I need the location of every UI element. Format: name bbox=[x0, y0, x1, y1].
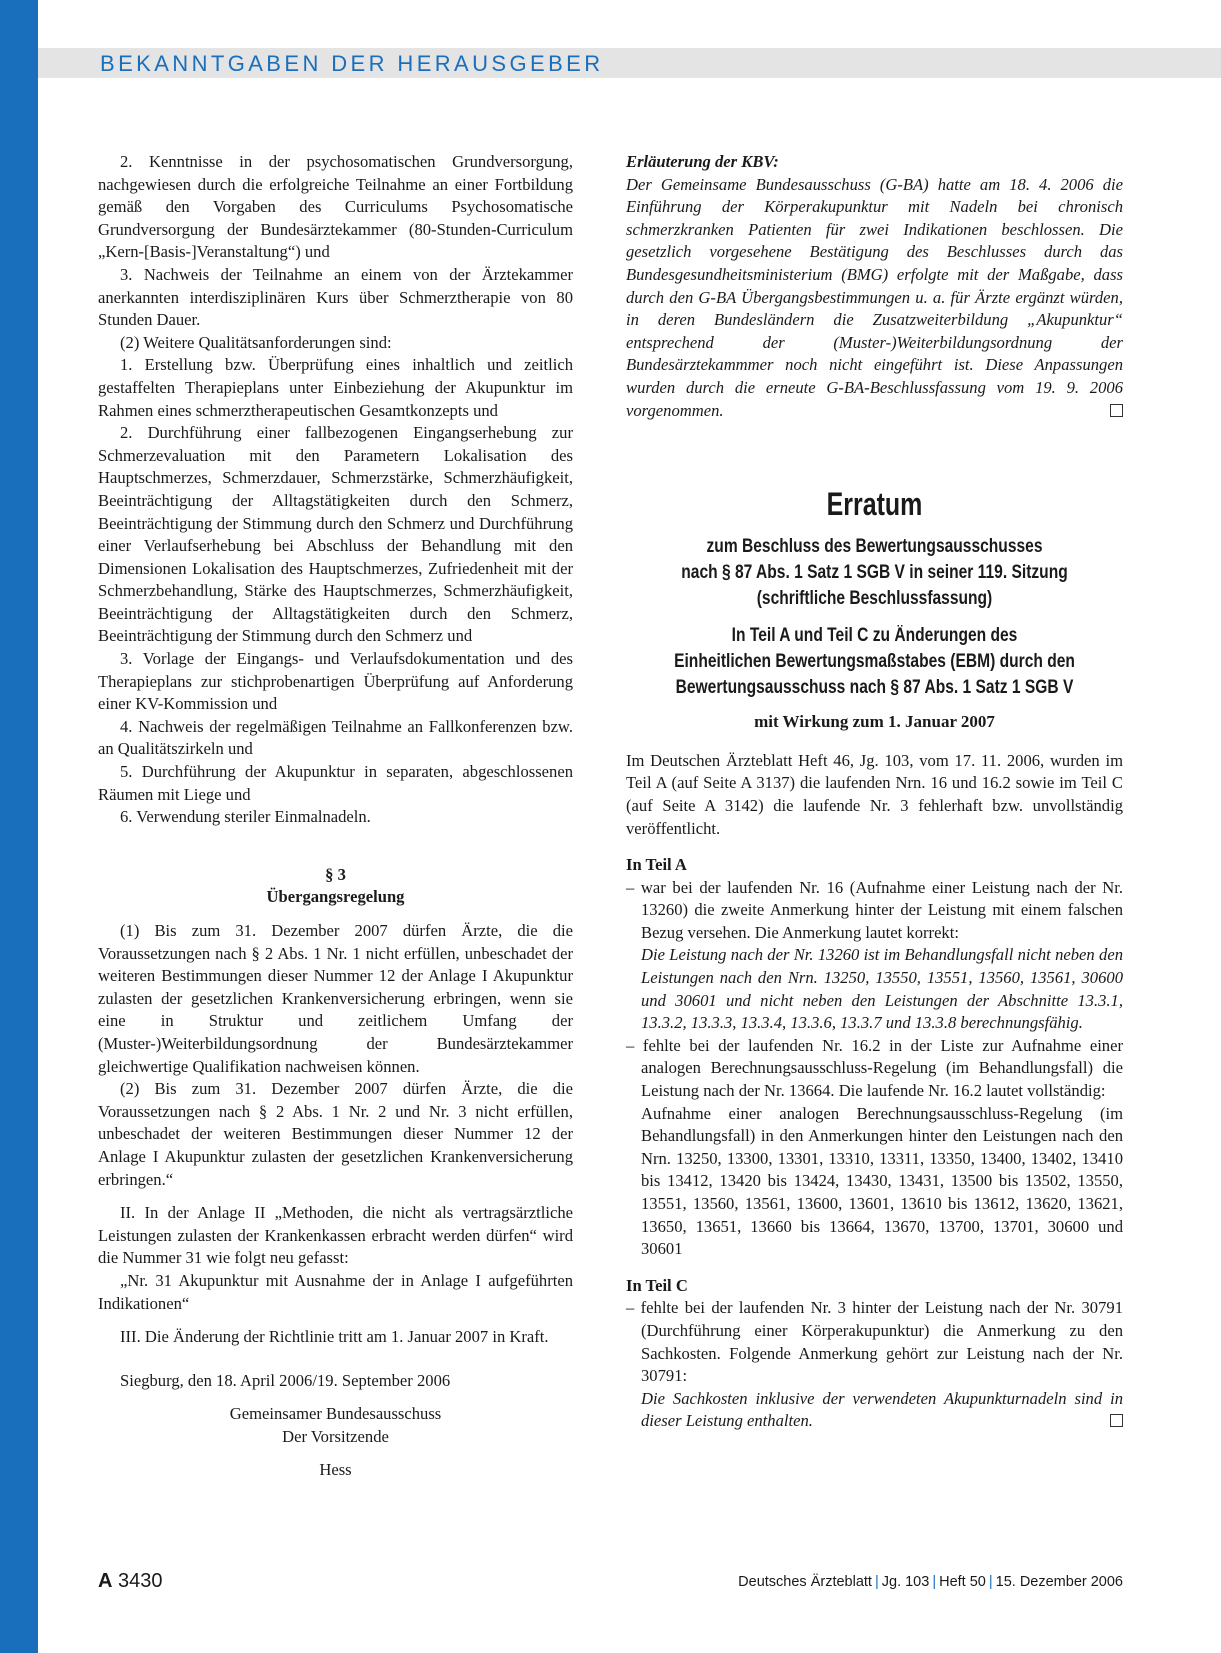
paragraph: 1. Erstellung bzw. Überprüfung eines inhaltlich und zeitlich gestaffelten Therapieplans unter Einbeziehung der Akupunktur im Rahmen eines schmerztherapeutischen Gesamtkonzepts und bbox=[98, 355, 573, 420]
end-mark-icon bbox=[1110, 404, 1123, 417]
section-number: § 3 bbox=[325, 864, 346, 884]
page-number: A 3430 bbox=[98, 1570, 163, 1592]
section-header-title: BEKANNTGABEN DER HERAUSGEBER bbox=[100, 51, 604, 76]
place-date: Siegburg, den 18. April 2006/19. September 2006 bbox=[120, 1370, 451, 1390]
paragraph: 2. Kenntnisse in der psychosomatischen Grundversorgung, nachgewiesen durch die erfolgreiche Teilnahme an einer Fortbildung gemäß den Vorgaben des Curriculums Psychosomatische Grundversorgung der Bundesärztekammer (80-Stunden-Curriculum „Kern-[Basis-]Veranstaltung“) und bbox=[98, 152, 573, 262]
sidebar-color-bar bbox=[0, 0, 38, 1653]
erratum-subtitle: nach § 87 Abs. 1 Satz 1 SGB V in seiner 119. Sitzung bbox=[681, 562, 1068, 584]
paragraph: (1) Bis zum 31. Dezember 2007 dürfen Ärzte, die die Voraussetzungen nach § 2 Abs. 1 Nr. 1 nicht erfüllen, unbeschadet der weiteren Bestimmungen dieser Nummer 12 der Anlage I Akupunktur zulasten der gesetzlichen Krankenversicherung erbringen, wenn sie eine in Struktur und zeitlichem Umfang der (Muster-)Weiterbildungsordnung der Bundesärztekammer gleichwertige Qualifikation nachweisen können. bbox=[98, 921, 573, 1076]
effective-date: mit Wirkung zum 1. Januar 2007 bbox=[754, 712, 995, 732]
paragraph: 6. Verwendung steriler Einmalnadeln. bbox=[120, 807, 371, 827]
list-item: – fehlte bei der laufenden Nr. 3 hinter der Leistung nach der Nr. 30791 (Durchführung einer Körperakupunktur) die Anmerkung zu den Sachkosten. Folgende Anmerkung gehört zur Leistung nach der Nr. 30791: bbox=[626, 1298, 1123, 1386]
paragraph: 5. Durchführung der Akupunktur in separaten, abgeschlossenen Räumen mit Liege und bbox=[98, 762, 573, 804]
list-item-continuation: Aufnahme einer analogen Berechnungsausschluss-Regelung (im Behandlungsfall) in den Anmerkungen hinter den Leistungen nach den Nrn. 13250, 13300, 13301, 13310, 13311, 13350, 13400, 13402, 13410 bis 13412, 13420 bis 13424, 13430, 13431, 13500 bis 13502, 13550, 13551, 13560, 13561, 13600, 13601, 13610 bis 13612, 13620, 13621, 13650, 13651, 13660 bis 13664, 13670, 13700, 13701, 30600 und 30601 bbox=[641, 1103, 1123, 1259]
erratum-title: Erratum bbox=[826, 486, 923, 523]
paragraph: 4. Nachweis der regelmäßigen Teilnahme an Fallkonferenzen bzw. an Qualitätszirkeln und bbox=[98, 716, 573, 759]
signature-role: Der Vorsitzende bbox=[282, 1426, 389, 1446]
erratum-subtitle: In Teil A und Teil C zu Änderungen des bbox=[731, 625, 1018, 647]
paragraph: (2) Bis zum 31. Dezember 2007 dürfen Ärzte, die die Voraussetzungen nach § 2 Abs. 1 Nr. 2 und Nr. 3 nicht erfüllen, unbeschadet der weiteren Bestimmungen dieser Nummer 12 der Anlage I Akupunktur zulasten der gesetzlichen Krankenversicherung erbringen.“ bbox=[98, 1079, 573, 1189]
erratum-subtitle: Bewertungsausschuss nach § 87 Abs. 1 Satz 1 SGB V bbox=[675, 677, 1074, 699]
list-item: – war bei der laufenden Nr. 16 (Aufnahme einer Leistung nach der Nr. 13260) die zweite Anmerkung hinter der Leistung mit einem falschen Bezug versehen. Die Anmerkung lautet korrekt: bbox=[626, 877, 1123, 942]
paragraph: 3. Nachweis der Teilnahme an einem von der Ärztekammer anerkannten interdisziplinären Kurs über Schmerztherapie von 80 Stunden Dauer. bbox=[98, 264, 573, 330]
right-column bbox=[626, 151, 1123, 1433]
signature-name: Hess bbox=[319, 1460, 352, 1480]
erratum-intro: Im Deutschen Ärzteblatt Heft 46, Jg. 103, vom 17. 11. 2006, wurden im Teil A (auf Seite A 3137) die laufenden Nrn. 16 und 16.2 sowie im Teil C (auf Seite A 3142) die laufende Nr. 3 fehlerhaft bzw. unvollständig veröffentlicht. bbox=[626, 750, 1123, 838]
paragraph: (2) Weitere Qualitätsanforderungen sind: bbox=[120, 332, 392, 352]
erratum-subtitle: Einheitlichen Bewertungsmaßstabes (EBM) durch den bbox=[674, 651, 1075, 673]
list-item-quote: Die Leistung nach der Nr. 13260 ist im Behandlungsfall nicht neben den Leistungen nach den Nrn. 13250, 13550, 13551, 13560, 13561, 30600 und 30601 und nicht neben den Leistungen der Abschnitte 13.3.1, 13.3.2, 13.3.3, 13.3.4, 13.3.6, 13.3.7 und 13.3.8 berechnungsfähig. bbox=[641, 945, 1123, 1033]
section-title: Übergangsregelung bbox=[266, 887, 405, 907]
end-mark-icon bbox=[1110, 1414, 1123, 1427]
erratum-subtitle: zum Beschluss des Bewertungsausschusses bbox=[706, 536, 1043, 558]
teil-c-heading: In Teil C bbox=[626, 1275, 688, 1295]
paragraph: 2. Durchführung einer fallbezogenen Eingangserhebung zur Schmerzevaluation mit den Parametern Lokalisation des Hauptschmerzes, Schmerzdauer, Schmerzstärke, Schmerzhäufigkeit, Beeinträchtigung der Alltagstätigkeiten durch den Schmerz, Beeinträchtigung der Stimmung durch den Schmerz und Durchführung einer Verlaufserhebung bei Abschluss der Behandlung mit den Dimensionen Lokalisation des Hauptschmerzes, Zufriedenheit mit der Schmerzbehandlung, Stärke des Hauptschmerzes, Schmerzhäufigkeit, Beeinträchtigung der Alltagstätigkeiten durch den Schmerz, Beeinträchtigung der Stimmung durch den Schmerz und bbox=[98, 423, 573, 646]
journal-citation: Deutsches Ärzteblatt | Jg. 103 | Heft 50 | 15. Dezember 2006 bbox=[738, 1574, 1123, 1590]
list-item: – fehlte bei der laufenden Nr. 16.2 in der Liste zur Aufnahme einer analogen Berechnungsausschluss-Regelung (im Behandlungsfall) die Leistung nach der Nr. 13664. Die laufende Nr. 16.2 lautet vollständig: bbox=[626, 1035, 1123, 1101]
list-item-quote: Die Sachkosten inklusive der verwendeten Akupunkturnadeln sind in dieser Leistung enthalten. bbox=[641, 1388, 1123, 1431]
paragraph: II. In der Anlage II „Methoden, die nicht als vertragsärztliche Leistungen zulasten der Krankenkassen erbracht werden dürfen“ wird die Nummer 31 wie folgt neu gefasst: bbox=[98, 1203, 573, 1268]
paragraph: 3. Vorlage der Eingangs- und Verlaufsdokumentation und des Therapieplans zur stichprobenartigen Überprüfung auf Anforderung einer KV-Kommission und bbox=[98, 649, 573, 714]
teil-a-heading: In Teil A bbox=[626, 855, 687, 875]
kbv-explanation: Der Gemeinsame Bundesausschuss (G-BA) hatte am 18. 4. 2006 die Einführung der Körperakupunktur mit Nadeln bei chronisch schmerzkranken Patienten für zwei Indikationen beschlossen. Die gesetzlich vorgesehene Bestätigung des Beschlusses durch das Bundesgesundheitsministerium (BMG) erfolgte mit der Maßgabe, dass durch den G-BA Übergangsbestimmungen u. a. für Ärzte ergänzt würden, in deren Bundesländern die Zusatzweiterbildung „Akupunktur“ entsprechend der (Muster-)Weiterbildungsordnung der Bundesärztekammmer noch nicht eingeführt ist. Diese Anpassungen wurden durch die erneute G-BA-Beschlussfassung vom 19. 9. 2006 vorgenommen. bbox=[626, 174, 1123, 420]
kbv-heading: Erläuterung der KBV: bbox=[626, 152, 779, 171]
paragraph: „Nr. 31 Akupunktur mit Ausnahme der in Anlage I aufgeführten Indikationen“ bbox=[98, 1270, 573, 1313]
paragraph: III. Die Änderung der Richtlinie tritt am 1. Januar 2007 in Kraft. bbox=[120, 1327, 549, 1347]
erratum-subtitle: (schriftliche Beschlussfassung) bbox=[756, 588, 993, 610]
left-column bbox=[98, 151, 573, 1482]
signature-org: Gemeinsamer Bundesausschuss bbox=[229, 1404, 442, 1424]
